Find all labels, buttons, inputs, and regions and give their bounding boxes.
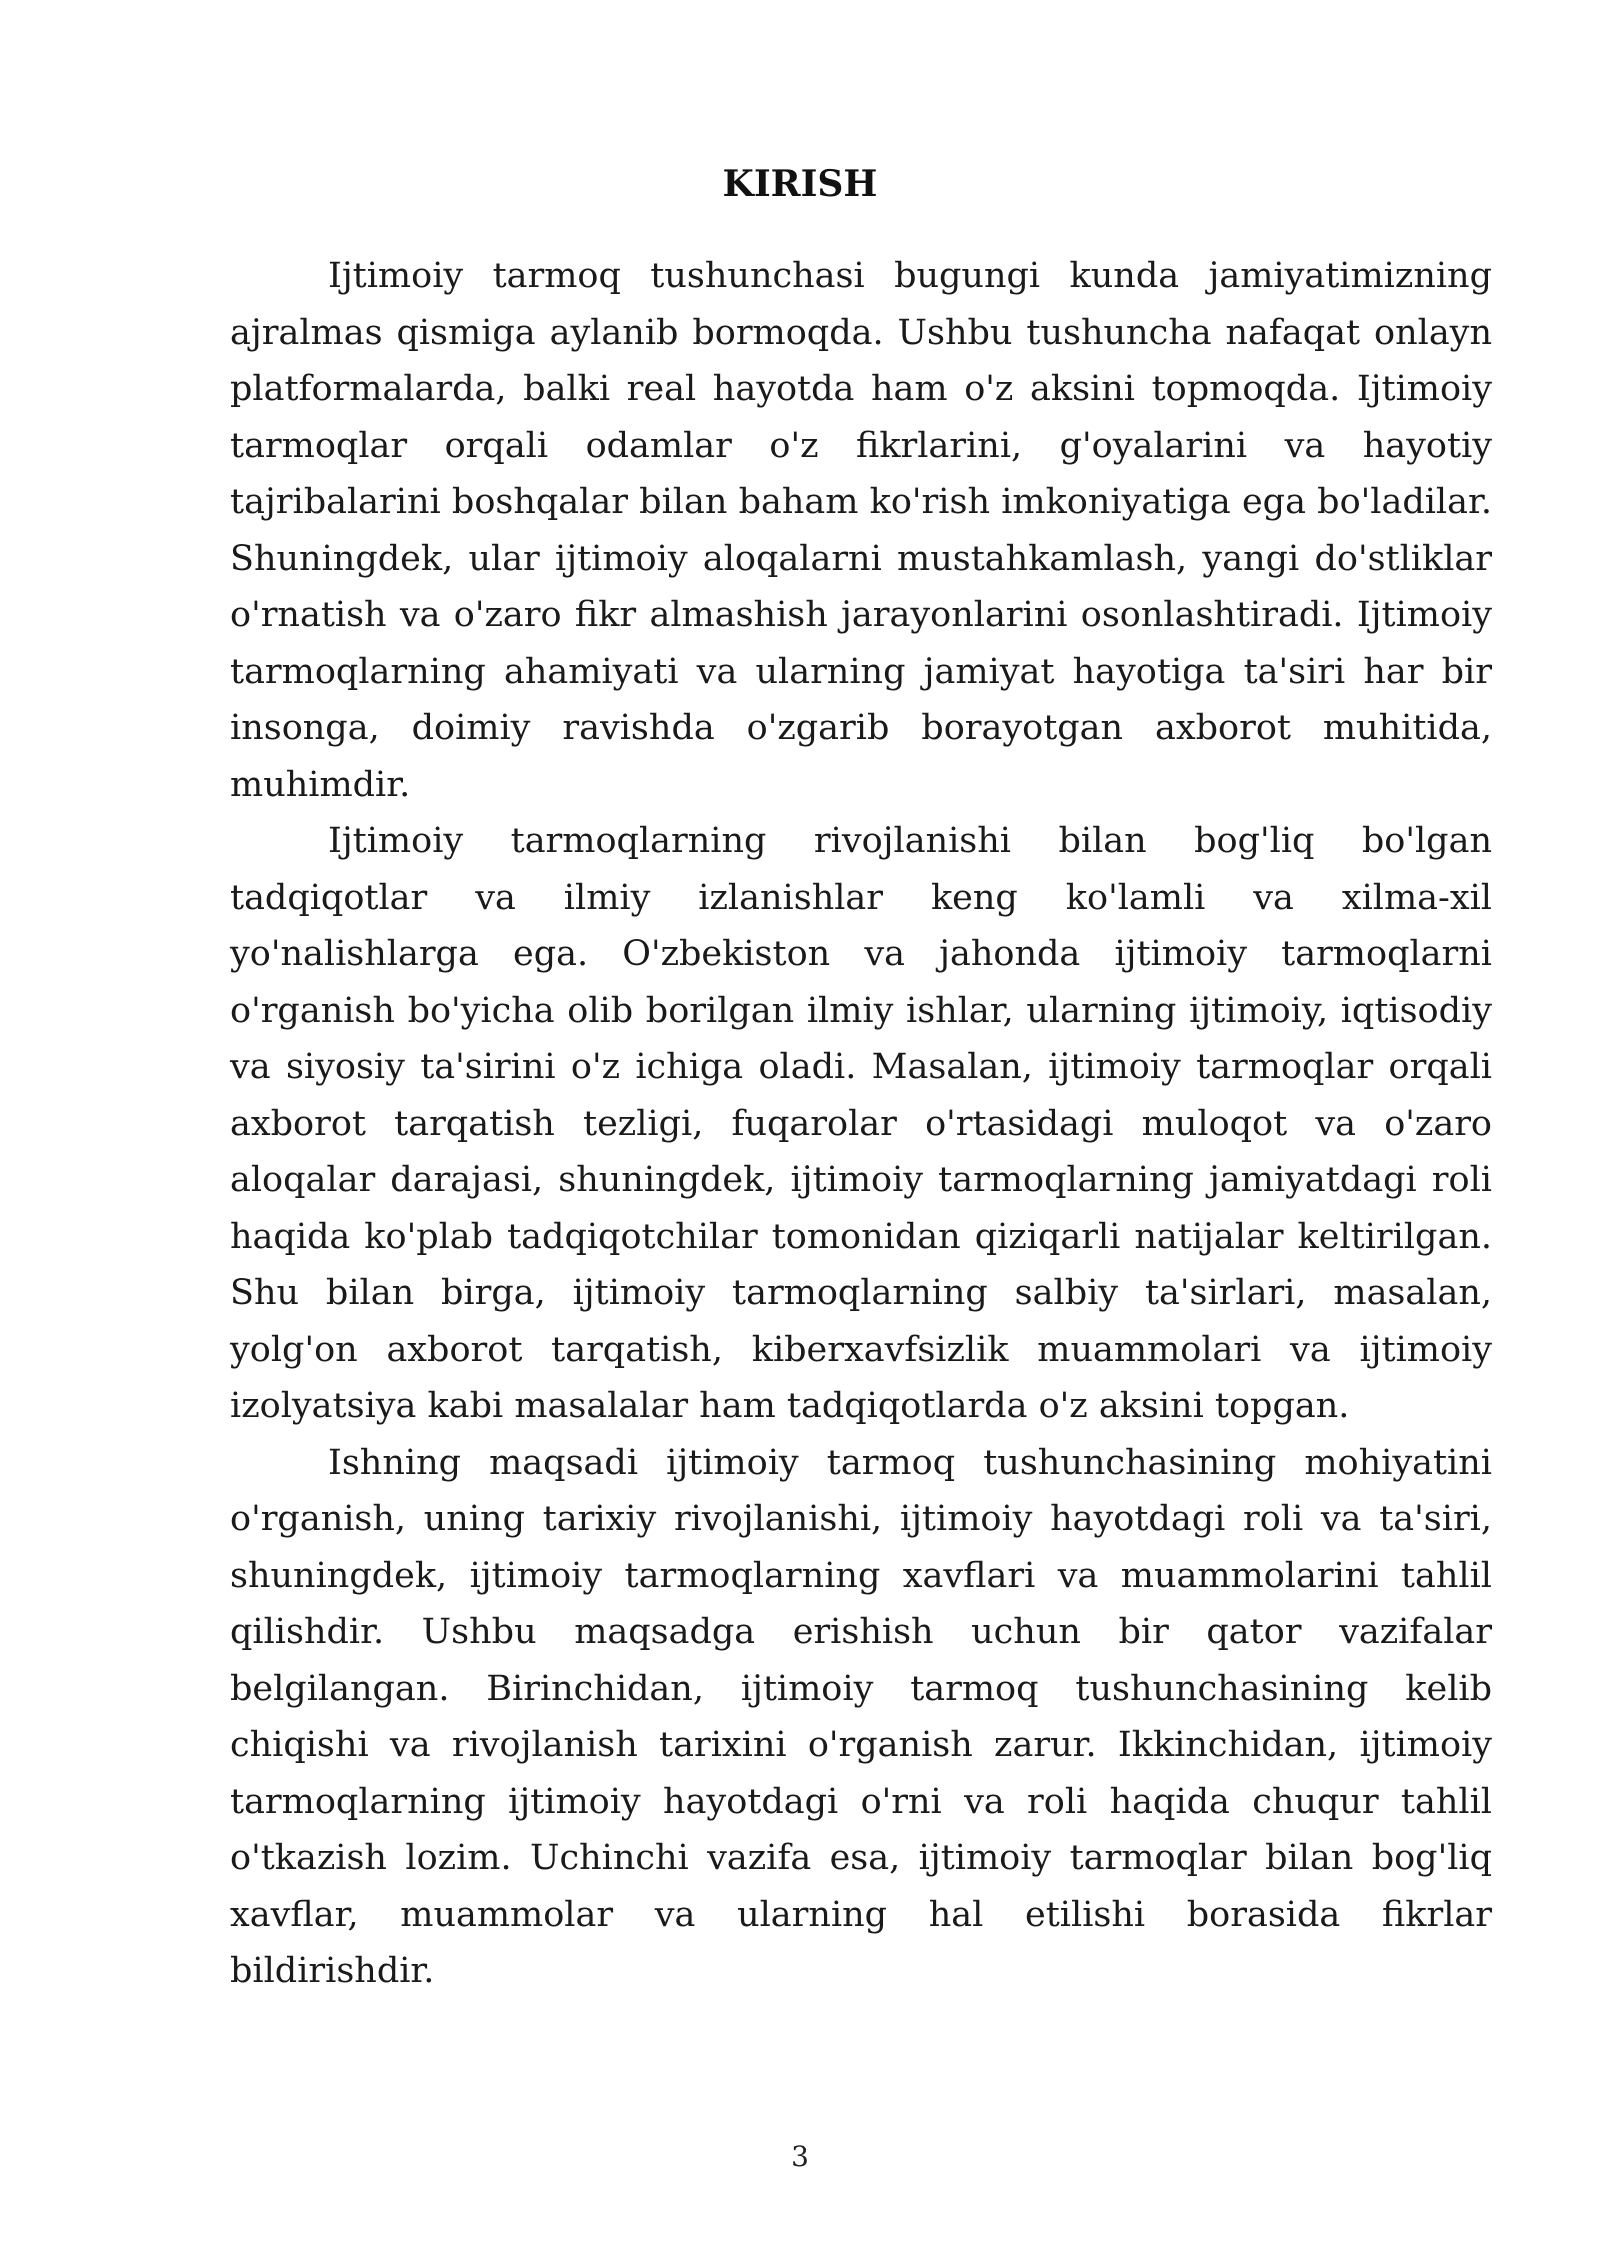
body-text	[230, 248, 1492, 2000]
paragraph-research: Ijtimoiy tarmoqlarning rivojlanishi bilan bog'liq bo'lgan tadqiqotlar va ilmiy izlanishlar keng ko'lamli va xilma-xil yo'nalishlarga ega. O'zbekiston va jahonda ijtimoiy tarmoqlarni o'rganish bo'yicha olib borilgan ilmiy ishlar, ularning ijtimoiy, iqtisodiy va siyosiy ta'sirini o'z ichiga oladi. Masalan, ijtimoiy tarmoqlar orqali axborot tarqatish tezligi, fuqarolar o'rtasidagi muloqot va o'zaro aloqalar darajasi, shuningdek, ijtimoiy tarmoqlarning jamiyatdagi roli haqida ko'plab tadqiqotchilar tomonidan qiziqarli natijalar keltirilgan. Shu bilan birga, ijtimoiy tarmoqlarning salbiy ta'sirlari, masalan, yolg'on axborot tarqatish, kiberxavfsizlik muammolari va ijtimoiy izolyatsiya kabi masalalar ham tadqiqotlarda o'z aksini topgan.	[230, 821, 1492, 1426]
page-number: 3	[791, 2140, 809, 2173]
page-title: KIRISH	[722, 163, 878, 205]
paragraph-intro: Ijtimoiy tarmoq tushunchasi bugungi kunda jamiyatimizning ajralmas qismiga aylanib bormoqda. Ushbu tushuncha nafaqat onlayn platformalarda, balki real hayotda ham o'z aksini topmoqda. Ijtimoiy tarmoqlar orqali odamlar o'z fikrlarini, g'oyalarini va hayotiy tajribalarini boshqalar bilan baham ko'rish imkoniyatiga ega bo'ladilar. Shuningdek, ular ijtimoiy aloqalarni mustahkamlash, yangi do'stliklar o'rnatish va o'zaro fikr almashish jarayonlarini osonlashtiradi. Ijtimoiy tarmoqlarning ahamiyati va ularning jamiyat hayotiga ta'siri har bir insonga, doimiy ravishda o'zgarib borayotgan axborot muhitida, muhimdir.	[230, 256, 1492, 805]
paragraph-goals: Ishning maqsadi ijtimoiy tarmoq tushunchasining mohiyatini o'rganish, uning tarixiy rivojlanishi, ijtimoiy hayotdagi roli va ta'siri, shuningdek, ijtimoiy tarmoqlarning xavflari va muammolarini tahlil qilishdir. Ushbu maqsadga erishish uchun bir qator vazifalar belgilangan. Birinchidan, ijtimoiy tarmoq tushunchasining kelib chiqishi va rivojlanish tarixini o'rganish zarur. Ikkinchidan, ijtimoiy tarmoqlarning ijtimoiy hayotdagi o'rni va roli haqida chuqur tahlil o'tkazish lozim. Uchinchi vazifa esa, ijtimoiy tarmoqlar bilan bog'liq xavflar, muammolar va ularning hal etilishi borasida fikrlar bildirishdir.	[230, 1442, 1492, 1991]
